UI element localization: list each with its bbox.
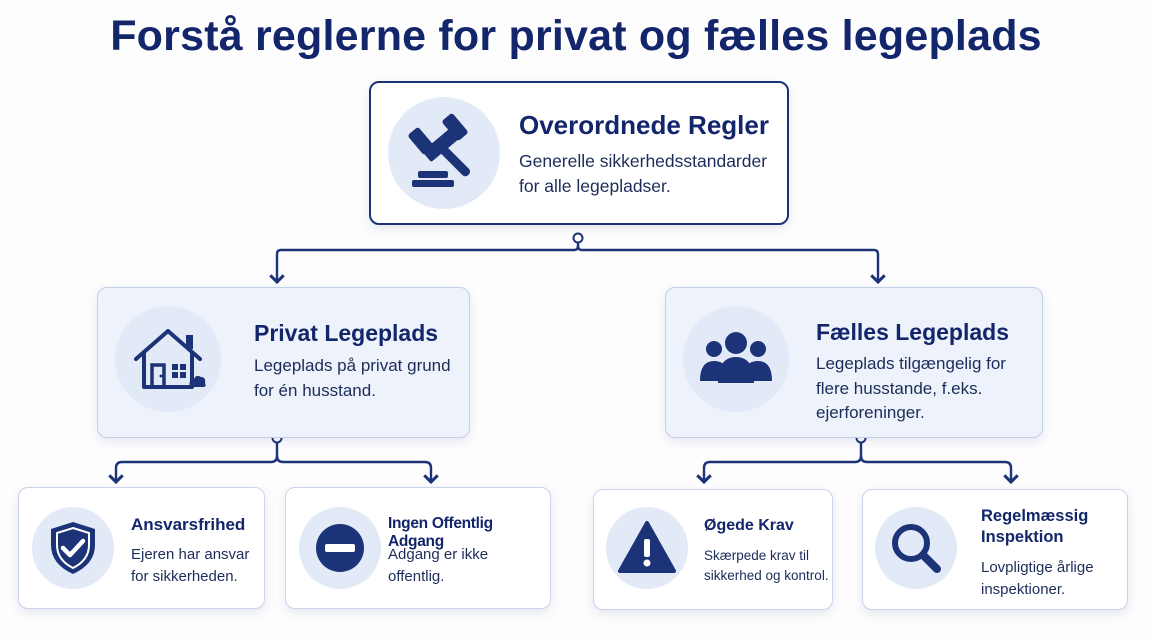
connector-shared-left bbox=[704, 438, 861, 482]
node-description: Legeplads tilgængelig for flere husstande, f.eks. ejerforeninger. bbox=[816, 354, 1006, 423]
node-title: Privat Legeplads bbox=[254, 320, 439, 346]
shield-check-icon bbox=[32, 507, 114, 589]
node-regelmaessig-inspektion bbox=[862, 489, 1128, 610]
page-title: Forstå reglerne for privat og fælles legeplads bbox=[110, 12, 1042, 60]
magnifier-icon bbox=[875, 507, 957, 589]
no-entry-icon bbox=[299, 507, 381, 589]
node-description: Generelle sikkerhedsstandarder for alle legepladser. bbox=[519, 151, 768, 197]
warning-icon bbox=[606, 507, 688, 589]
connector-dot-root bbox=[574, 234, 583, 243]
connector-shared-right bbox=[861, 456, 1011, 482]
node-title: Ingen Offentlig Adgang bbox=[388, 515, 493, 550]
node-description: Skærpede krav til sikkerhed og kontrol. bbox=[704, 548, 829, 583]
node-description: Lovpligtige årlige inspektioner. bbox=[981, 559, 1094, 598]
node-privat-legeplads bbox=[97, 287, 470, 438]
node-description: Legeplads på privat grund for én husstand. bbox=[254, 356, 451, 400]
node-description: Ejeren har ansvar for sikkerheden. bbox=[131, 546, 250, 585]
connector-root-private bbox=[277, 238, 578, 282]
connector-private-left bbox=[116, 438, 277, 482]
connector-private-right bbox=[277, 456, 431, 482]
node-oegede-krav bbox=[593, 489, 833, 610]
node-title: Øgede Krav bbox=[704, 517, 794, 534]
node-title: Overordnede Regler bbox=[519, 110, 769, 140]
node-faelles-legeplads bbox=[665, 287, 1043, 438]
gavel-icon bbox=[388, 97, 500, 209]
node-title: Ansvarsfrihed bbox=[131, 515, 246, 534]
node-ingen-offentlig-adgang bbox=[285, 487, 551, 609]
node-title: Regelmæssig Inspektion bbox=[981, 507, 1089, 547]
group-icon bbox=[683, 306, 789, 412]
node-description: Adgang er ikke offentlig. bbox=[388, 546, 489, 585]
connector-root-shared bbox=[578, 246, 878, 282]
node-title: Fælles Legeplads bbox=[816, 319, 1010, 345]
node-overordnede-regler bbox=[369, 81, 789, 225]
node-ansvarsfrihed bbox=[18, 487, 265, 609]
house-icon bbox=[115, 306, 221, 412]
